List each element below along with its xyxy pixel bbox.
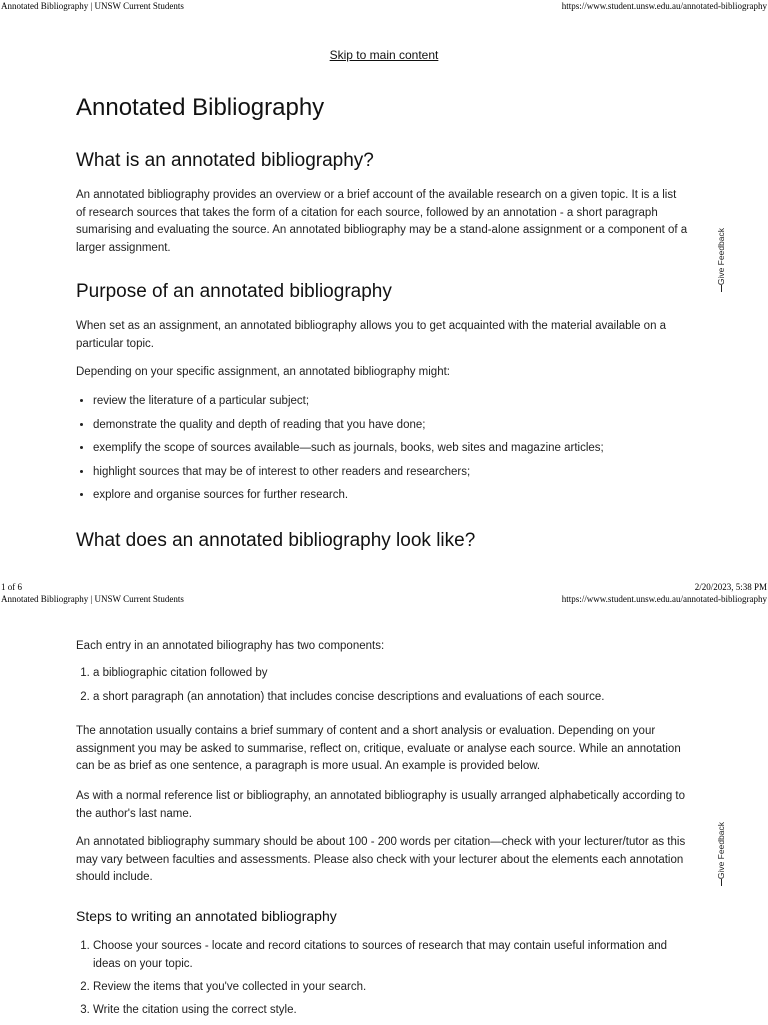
- section-body-what-is: An annotated bibliography provides an overview or a brief account of the available research on a given topic. It is a list of research sources that takes the form of a citation for each source, followed by an annotation - a short paragraph sumarising and evaluating the source. An annotated bibliography may be a stand-alone assignment or a component of a larger assignment.: [76, 189, 688, 254]
- menu-icon: [718, 288, 725, 295]
- give-feedback-label: Give Feedback: [716, 822, 726, 880]
- print-doc-title: Annotated Bibliography | UNSW Current Students: [1, 594, 184, 604]
- components-intro: Each entry in an annotated biliography has two components:: [76, 640, 385, 652]
- print-url: https://www.student.unsw.edu.au/annotated-bibliography: [561, 1, 767, 11]
- print-page-number: 1 of 6: [1, 582, 22, 592]
- steps-list: [76, 938, 693, 1025]
- section-heading-look-like: What does an annotated bibliography look like?: [76, 530, 476, 551]
- purpose-paragraph-2: Depending on your specific assignment, an annotated bibliography might:: [76, 366, 450, 378]
- annotation-paragraph: The annotation usually contains a brief summary of content and a short analysis or evaluation. Depending on your assignment you may be asked to summarise, reflect on, critique, evaluate or analyse each source. While an annotation can be as brief as one sentence, a paragraph is more usual. An example is provided below.: [76, 725, 681, 772]
- list-item: • explore and organise sources for further research.: [93, 487, 693, 505]
- print-header: [0, 0, 768, 12]
- print-header: [0, 593, 768, 605]
- length-paragraph: An annotated bibliography summary should be about 100 - 200 words per citation—check with your lecturer/tutor as this may vary between faculties and assessments. Please also check with your lecturer about the elements each annotation should include.: [76, 836, 686, 883]
- list-item: • demonstrate the quality and depth of reading that you have done;: [93, 417, 693, 435]
- page-title: Annotated Bibliography: [76, 94, 325, 121]
- arrangement-paragraph: As with a normal reference list or bibliography, an annotated bibliography is usually arranged alphabetically according to the author's last name.: [76, 790, 686, 820]
- list-item: • review the literature of a particular subject;: [93, 393, 693, 411]
- components-list: [76, 665, 693, 712]
- section-heading-purpose: Purpose of an annotated bibliography: [76, 281, 392, 302]
- list-item: • highlight sources that may be of interest to other readers and researchers;: [93, 464, 693, 482]
- list-item: 2. a short paragraph (an annotation) that includes concise descriptions and evaluations of each source.: [93, 689, 693, 707]
- print-timestamp: 2/20/2023, 5:38 PM: [694, 582, 767, 592]
- purpose-list: [76, 393, 693, 511]
- list-item: 3. Write the citation using the correct style.: [93, 1002, 693, 1020]
- list-item: 1. Choose your sources - locate and record citations to sources of research that may contain useful information and ideas on your topic.: [93, 938, 693, 973]
- print-footer: [0, 581, 768, 593]
- print-url: https://www.student.unsw.edu.au/annotated-bibliography: [561, 594, 767, 604]
- section-heading-steps: Steps to writing an annotated bibliography: [76, 908, 337, 924]
- list-item: • exemplify the scope of sources available—such as journals, books, web sites and magazine articles;: [93, 440, 693, 458]
- give-feedback-tab[interactable]: [710, 228, 732, 295]
- menu-icon: [718, 882, 725, 889]
- purpose-paragraph-1: When set as an assignment, an annotated bibliography allows you to get acquainted with the material available on a particular topic.: [76, 320, 667, 350]
- give-feedback-label: Give Feedback: [716, 228, 726, 286]
- give-feedback-tab[interactable]: [710, 822, 732, 889]
- list-item: 1. a bibliographic citation followed by: [93, 665, 693, 683]
- section-heading-what-is: What is an annotated bibliography?: [76, 150, 374, 171]
- skip-to-main-link[interactable]: Skip to main content: [329, 48, 439, 62]
- list-item: 2. Review the items that you've collected in your search.: [93, 979, 693, 997]
- print-doc-title: Annotated Bibliography | UNSW Current Students: [1, 1, 184, 11]
